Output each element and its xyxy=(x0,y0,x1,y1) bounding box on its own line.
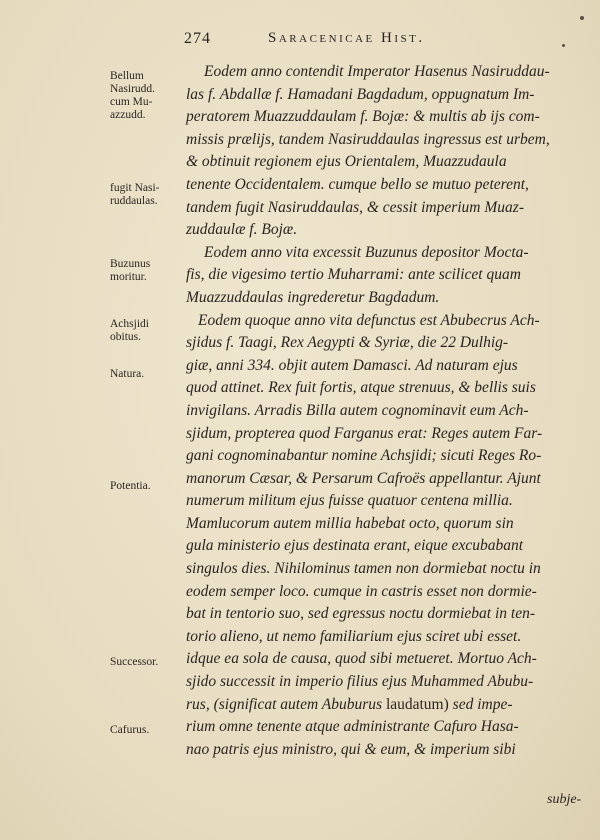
margin-note-line: Potentia. xyxy=(110,480,151,492)
text-fragment: rus, (significat autem Abuburus xyxy=(186,695,383,713)
text-line: zuddaulæ f. Bojæ. xyxy=(186,221,298,239)
text-line: Mamlucorum autem millia habebat octo, quorum sin xyxy=(186,514,514,532)
margin-note-cafurus xyxy=(110,724,186,737)
text-line: las f. Abdallæ f. Hamadani Bagdadum, oppugnatum Im- xyxy=(186,85,535,103)
text-line: idque ea sola de causa, quod sibi metueret. Mortuo Ach- xyxy=(186,650,537,668)
margin-note-buzunus xyxy=(110,258,186,284)
text-line: Eodem quoque anno vita defunctus est Abubecrus Ach- xyxy=(198,311,540,329)
text-line: gula ministerio ejus destinata erant, eique excubabant xyxy=(186,537,524,555)
text-line: bat in tentorio suo, sed egressus noctu dormiebat in ten- xyxy=(186,605,536,623)
margin-note-line: moritur. xyxy=(110,271,147,283)
text-line: sjidum, propterea quod Farganus erat: Reges autem Far- xyxy=(186,424,543,442)
page-number: 274 xyxy=(184,30,211,47)
text-line: manorum Cæsar, & Persarum Cafroës appellantur. Ajunt xyxy=(186,469,541,487)
margin-note-line: Successor. xyxy=(110,656,159,668)
text-line: gani cognominabantur nomine Achsjidi; sicuti Reges Ro- xyxy=(186,447,542,465)
text-line: quod attinet. Rex fuit fortis, atque strenuus, & bellis suis xyxy=(186,379,536,397)
text-line: Eodem anno vita excessit Buzunus depositor Mocta- xyxy=(204,243,529,261)
ink-speck xyxy=(562,44,565,47)
text-line: Eodem anno contendit Imperator Hasenus Nasiruddau- xyxy=(204,63,550,80)
margin-note-line: obitus. xyxy=(110,331,141,343)
text-line: tandem fugit Nasiruddaulas, & cessit imperium Muaz- xyxy=(186,198,524,216)
text-line xyxy=(186,694,586,717)
roman-word: laudatum) xyxy=(385,695,449,713)
margin-note-successor xyxy=(110,656,186,669)
margin-note-fugit xyxy=(110,182,186,208)
text-line: & obtinuit regionem ejus Orientalem, Muazzudaula xyxy=(186,153,507,171)
text-line: invigilans. Arradis Billa autem cognominavit eum Ach- xyxy=(186,401,529,419)
text-line: peratorem Muazzuddaulam f. Bojæ: & multis ab ijs com- xyxy=(186,108,540,126)
text-line: fis, die vigesimo tertio Muharrami: ante scilicet quam xyxy=(186,266,521,284)
text-line: singulos dies. Nihilominus tamen non dormiebat noctu in xyxy=(186,560,541,578)
text-line: numerum militum ejus fuisse quatuor centena millia. xyxy=(186,492,513,510)
margin-note-bellum xyxy=(110,70,186,122)
margin-note-line: Buzunus xyxy=(110,258,151,270)
ink-speck xyxy=(580,16,584,20)
text-line: Muazzuddaulas ingrederetur Bagdadum. xyxy=(186,288,440,306)
margin-note-line: Natura. xyxy=(110,368,145,380)
margin-note-line: azzudd. xyxy=(110,109,146,121)
text-line: giæ, anni 334. objit autem Damasci. Ad naturam ejus xyxy=(186,356,518,374)
text-line: sjido successit in imperio filius ejus Muhammed Abubu- xyxy=(186,673,534,691)
running-title: Saracenicae Hist. xyxy=(268,30,425,46)
margin-note-line: Bellum xyxy=(110,70,144,82)
margin-note-line: ruddaulas. xyxy=(110,195,158,207)
text-line: rium omne tenente atque administrante Cafuro Hasa- xyxy=(186,718,519,736)
text-line: tenente Occidentalem. cumque bello se mutuo peterent, xyxy=(186,175,529,193)
text-line: nao patris ejus ministro, qui & eum, & imperium sibi xyxy=(186,740,516,758)
margin-note-line: Nasirudd. xyxy=(110,83,156,95)
margin-note-line: fugit Nasi- xyxy=(110,182,160,194)
text-line: missis prælijs, tandem Nasiruddaulas ingressus est urbem, xyxy=(186,130,550,148)
text-line: torio alieno, ut nemo familiarium ejus sciret ubi esset. xyxy=(186,627,522,645)
body-text xyxy=(186,61,586,761)
margin-note-line: cum Mu- xyxy=(110,96,153,108)
margin-note-achsjidi xyxy=(110,318,186,344)
margin-note-line: Achsjidi xyxy=(110,318,149,330)
text-fragment: sed impe- xyxy=(452,695,513,713)
margin-note-potentia xyxy=(110,480,186,493)
page-header xyxy=(178,28,578,52)
margin-note-natura xyxy=(110,368,186,381)
text-line: sjidus f. Taagi, Rex Aegypti & Syriæ, die 22 Dulhig- xyxy=(186,334,509,352)
catchword: subje- xyxy=(547,792,582,807)
margin-note-line: Cafurus. xyxy=(110,724,150,736)
text-line: eodem semper loco. cumque in castris esset non dormie- xyxy=(186,582,537,600)
